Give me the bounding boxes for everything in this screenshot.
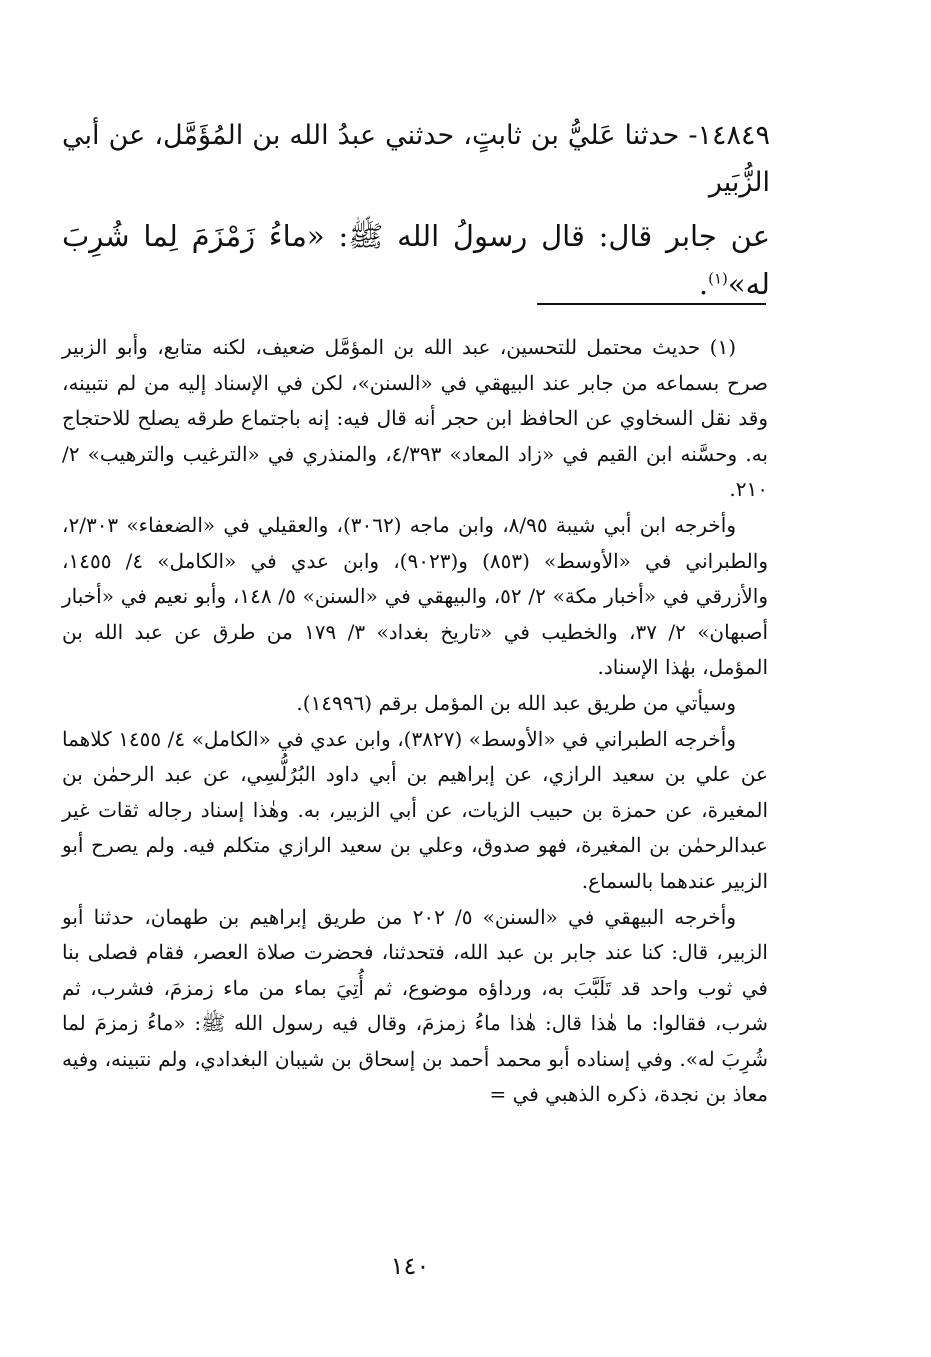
footnote-paragraph: وسيأتي من طريق عبد الله بن المؤمل برقم (١٤٩٩٦).	[296, 690, 736, 715]
hadith-matn	[62, 212, 770, 308]
hadith-matn-text: عن جابر قال: قال رسولُ الله ﷺ: «ماءُ زَمْزَمَ لِما شُرِبَ له»	[62, 219, 770, 301]
footnote-paragraph: وأخرجه الطبراني في «الأوسط» (٣٨٢٧)، وابن عدي في «الكامل» ٤/ ١٤٥٥ كلاهما عن علي بن سعيد الرازي، عن إبراهيم بن أبي داود البُرُلُّسِي، عن عبد الرحمٰن بن المغيرة، عن حمزة بن حبيب الزيات، عن أبي الزبير، به. وهٰذا إسناد رجاله ثقات غير عبدالرحمٰن بن المغيرة، فهو صدوق، وعلي بن سعيد الرازي متكلم فيه. ولم يصرح أبو الزبير عندهما بالسماع.	[62, 726, 768, 893]
footnote-paragraph: وأخرجه ابن أبي شيبة ٨/٩٥، وابن ماجه (٣٠٦٢)، والعقيلي في «الضعفاء» ٢/٣٠٣، والطبراني في «الأوسط» (٨٥٣) و(٩٠٢٣)، وابن عدي في «الكامل» ٤/ ١٤٥٥، والأزرقي في «أخبار مكة» ٢/ ٥٢، والبيهقي في «السنن» ٥/ ١٤٨، وأبو نعيم في «أخبار أصبهان» ٢/ ٣٧، والخطيب في «تاريخ بغداد» ٣/ ١٧٩ من طرق عن عبد الله بن المؤمل، بهٰذا الإسناد.	[62, 512, 769, 680]
footnote-paragraph: وأخرجه البيهقي في «السنن» ٥/ ٢٠٢ من طريق إبراهيم بن طهمان، حدثنا أبو الزبير، قال: كنا عند جابر بن عبد الله، فتحدثنا، فحضرت صلاة العصر، فقام فصلى بنا في ثوب واحد قد تَلَبَّبَ به، ورداؤه موضوع، ثم أُتِيَ بماء من ماء زمزمَ، فشرب، ثم شرب، فقالوا: ما هٰذا قال: هٰذا ماءُ زمزمَ، وقال فيه رسول الله ﷺ: «ماءُ زمزمَ لما شُرِبَ له». وفي إسناده أبو محمد أحمد بن إسحاق بن شيبان البغدادي، ولم نتبينه، وفيه معاذ بن نجدة، ذكره الذهبي في =	[62, 904, 768, 1107]
hadith-end-mark: .	[698, 267, 709, 301]
footnote-separator	[537, 303, 766, 305]
footnotes	[62, 330, 768, 1113]
footnote-paragraph: (١) حديث محتمل للتحسين، عبد الله بن المؤمَّل ضعيف، لكنه متابع، وأبو الزبير صرح بسماعه من جابر عند البيهقي في «السنن»، لكن في الإسناد إليه من لم نتبينه، وقد نقل السخاوي عن الحافظ ابن حجر أنه قال فيه: إنه باجتماع طرقه يصلح للاحتجاج به. وحسَّنه ابن القيم في «زاد المعاد» ٤/٣٩٣، والمنذري في «الترغيب والترهيب» ٢/ ٢١٠.	[62, 335, 768, 502]
main-text	[62, 112, 770, 308]
footnote-reference[interactable]: (١)	[708, 269, 728, 288]
page-number: ١٤٠	[390, 1252, 430, 1280]
hadith-chain: ١٤٨٤٩- حدثنا عَليُّ بن ثابتٍ، حدثني عبدُ الله بن المُؤَمَّل، عن أبي الزُّبَير	[62, 120, 770, 198]
